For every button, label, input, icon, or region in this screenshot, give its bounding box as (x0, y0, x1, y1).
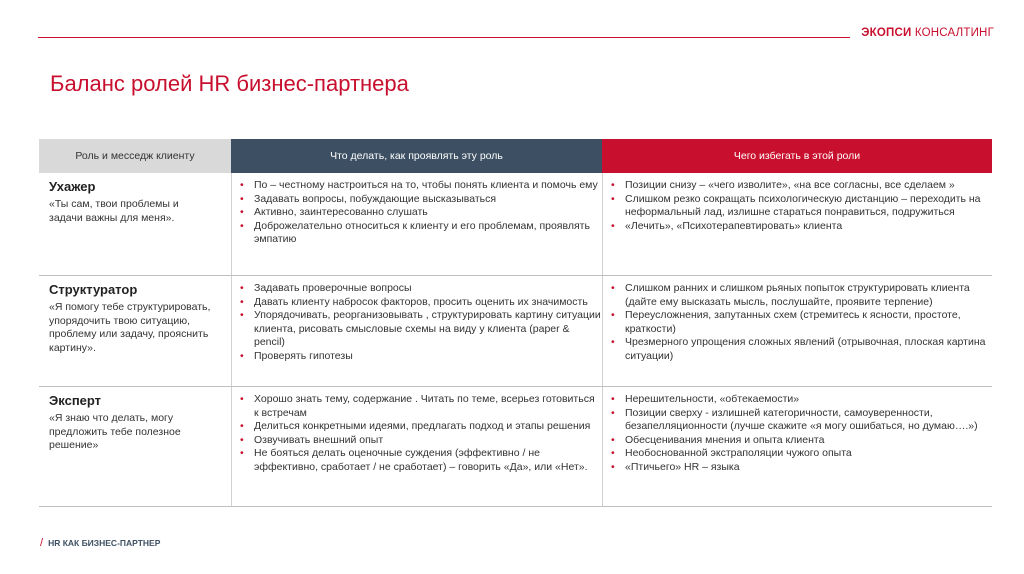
role-cell (39, 173, 231, 276)
list-item (240, 434, 602, 448)
role-cell (39, 276, 231, 387)
list-item (611, 407, 992, 434)
list-item-text: Позиции снизу – «чего изволите», «на все согласны, все сделаем » (625, 179, 955, 191)
bullet-icon: • (240, 393, 244, 405)
table-body (39, 173, 992, 507)
list-item (611, 461, 992, 475)
top-divider (38, 37, 850, 38)
table-row (39, 387, 992, 507)
bullet-icon: • (611, 179, 615, 191)
table-row (39, 276, 992, 387)
list-item (611, 282, 992, 309)
do-cell (231, 173, 602, 276)
list-item-text: По – честному настроиться на то, чтобы понять клиента и помочь ему (254, 179, 598, 191)
brand-logo (861, 27, 994, 39)
list-item-text: Озвучивать внешний опыт (254, 433, 384, 446)
role-message: «Ты сам, твои проблемы и задачи важны для меня». (49, 198, 179, 224)
list-item-text: Проверять гипотезы (254, 349, 353, 362)
avoid-cell-list (611, 179, 992, 233)
bullet-icon: • (611, 406, 615, 419)
avoid-cell (602, 173, 992, 276)
bullet-icon: • (611, 447, 615, 459)
bullet-icon: • (611, 282, 615, 294)
table-row (39, 173, 992, 276)
list-item (240, 220, 602, 247)
brand-name-light: КОНСАЛТИНГ (914, 27, 994, 39)
list-item-text: Активно, заинтересованно слушать (254, 206, 428, 218)
bullet-icon: • (611, 460, 615, 473)
list-item (240, 193, 602, 207)
list-item-text: Не бояться делать оценочные суждения (эффективно / не эффективно, сработает / не сработает) – говорить «Да», или «Нет». (254, 447, 588, 473)
bullet-icon: • (240, 295, 244, 308)
bullet-icon: • (240, 447, 244, 459)
list-item-text: Позиции сверху - излишней категоричности, самоуверенности, безапелляционности (лучше скажите «я могу ошибаться, но думаю….») (625, 406, 978, 432)
bullet-icon: • (240, 282, 244, 294)
do-cell (231, 387, 602, 507)
list-item (240, 393, 602, 420)
role-message: «Я помогу тебе структурировать, упорядочить твою ситуацию, проблему или задачу, прояснить картину». (49, 301, 211, 354)
role-name: Эксперт (49, 393, 102, 408)
list-item (240, 206, 602, 220)
do-cell-list (240, 179, 602, 247)
bullet-icon: • (240, 179, 244, 191)
list-item-text: «Птичьего» HR – языка (625, 460, 740, 473)
list-item (611, 336, 992, 363)
list-item-text: Давать клиенту набросок факторов, просить оценить их значимость (254, 295, 588, 308)
list-item-text: «Лечить», «Психотерапевтировать» клиента (625, 219, 843, 232)
footer-slash: / (40, 537, 44, 549)
bullet-icon: • (240, 192, 244, 205)
bullet-icon: • (240, 219, 244, 232)
list-item-text: Слишком ранних и слишком рьяных попыток структурировать клиента (дайте ему высказать мысль, послушайте, проявите терпение) (625, 282, 970, 308)
list-item-text: Слишком резко сокращать психологическую дистанцию – переходить на неформальный лад, излишне стараться понравиться, подружиться (625, 192, 981, 218)
list-item-text: Обесценивания мнения и опыта клиента (625, 433, 825, 446)
footer-label: HR КАК БИЗНЕС-ПАРТНЕР (48, 538, 161, 548)
bullet-icon: • (611, 192, 615, 205)
brand-name-bold: ЭКОПСИ (861, 27, 912, 39)
bullet-icon: • (611, 219, 615, 232)
bullet-icon: • (240, 420, 244, 432)
avoid-cell-list (611, 282, 992, 363)
avoid-cell (602, 387, 992, 507)
list-item (611, 434, 992, 448)
role-name: Ухажер (49, 179, 96, 194)
list-item (611, 309, 992, 336)
do-cell-list (240, 393, 602, 474)
list-item (611, 393, 992, 407)
role-message: «Я знаю что делать, могу предложить тебе полезное решение» (49, 412, 181, 451)
list-item (240, 282, 602, 296)
list-item (240, 447, 602, 474)
list-item-text: Задавать проверочные вопросы (254, 282, 412, 294)
list-item-text: Чрезмерного упрощения сложных явлений (отрывочная, плоская картина ситуации) (625, 336, 986, 362)
list-item (240, 350, 602, 364)
list-item-text: Переусложнения, запутанных схем (стремитесь к ясности, простоте, краткости) (625, 309, 961, 335)
bullet-icon: • (240, 309, 244, 321)
avoid-cell (602, 276, 992, 387)
row-divider (39, 506, 992, 507)
bullet-icon: • (240, 433, 244, 446)
list-item (240, 179, 602, 193)
list-item-text: Упорядочивать, реорганизовывать , структурировать картину ситуации клиента, рисовать смысловые схемы на виду у клиента (paper & pencil) (254, 309, 601, 348)
header-avoid: Чего избегать в этой роли (602, 139, 992, 173)
header-do: Что делать, как проявлять эту роль (231, 139, 602, 173)
bullet-icon: • (611, 336, 615, 348)
list-item-text: Доброжелательно относиться к клиенту и его проблемам, проявлять эмпатию (254, 219, 590, 245)
page-title: Баланс ролей HR бизнес-партнера (50, 71, 409, 96)
do-cell (231, 276, 602, 387)
list-item-text: Нерешительности, «обтекаемости» (625, 393, 800, 405)
list-item-text: Делиться конкретными идеями, предлагать подход и этапы решения (254, 420, 591, 432)
list-item (240, 420, 602, 434)
do-cell-list (240, 282, 602, 363)
bullet-icon: • (240, 349, 244, 362)
list-item-text: Задавать вопросы, побуждающие высказываться (254, 192, 497, 205)
roles-table (39, 139, 992, 507)
bullet-icon: • (240, 206, 244, 218)
table-header (39, 139, 992, 173)
list-item-text: Необоснованной экстраполяции чужого опыта (625, 447, 852, 459)
role-cell (39, 387, 231, 507)
list-item (240, 309, 602, 350)
bullet-icon: • (611, 433, 615, 446)
list-item-text: Хорошо знать тему, содержание . Читать по теме, всерьез готовиться к встречам (254, 393, 595, 419)
list-item (611, 220, 992, 234)
role-name: Структуратор (49, 282, 138, 297)
avoid-cell-list (611, 393, 992, 474)
header-role: Роль и месседж клиенту (39, 139, 231, 173)
bullet-icon: • (611, 309, 615, 321)
footer (40, 537, 160, 549)
list-item (240, 296, 602, 310)
list-item (611, 179, 992, 193)
list-item (611, 447, 992, 461)
bullet-icon: • (611, 393, 615, 405)
list-item (611, 193, 992, 220)
